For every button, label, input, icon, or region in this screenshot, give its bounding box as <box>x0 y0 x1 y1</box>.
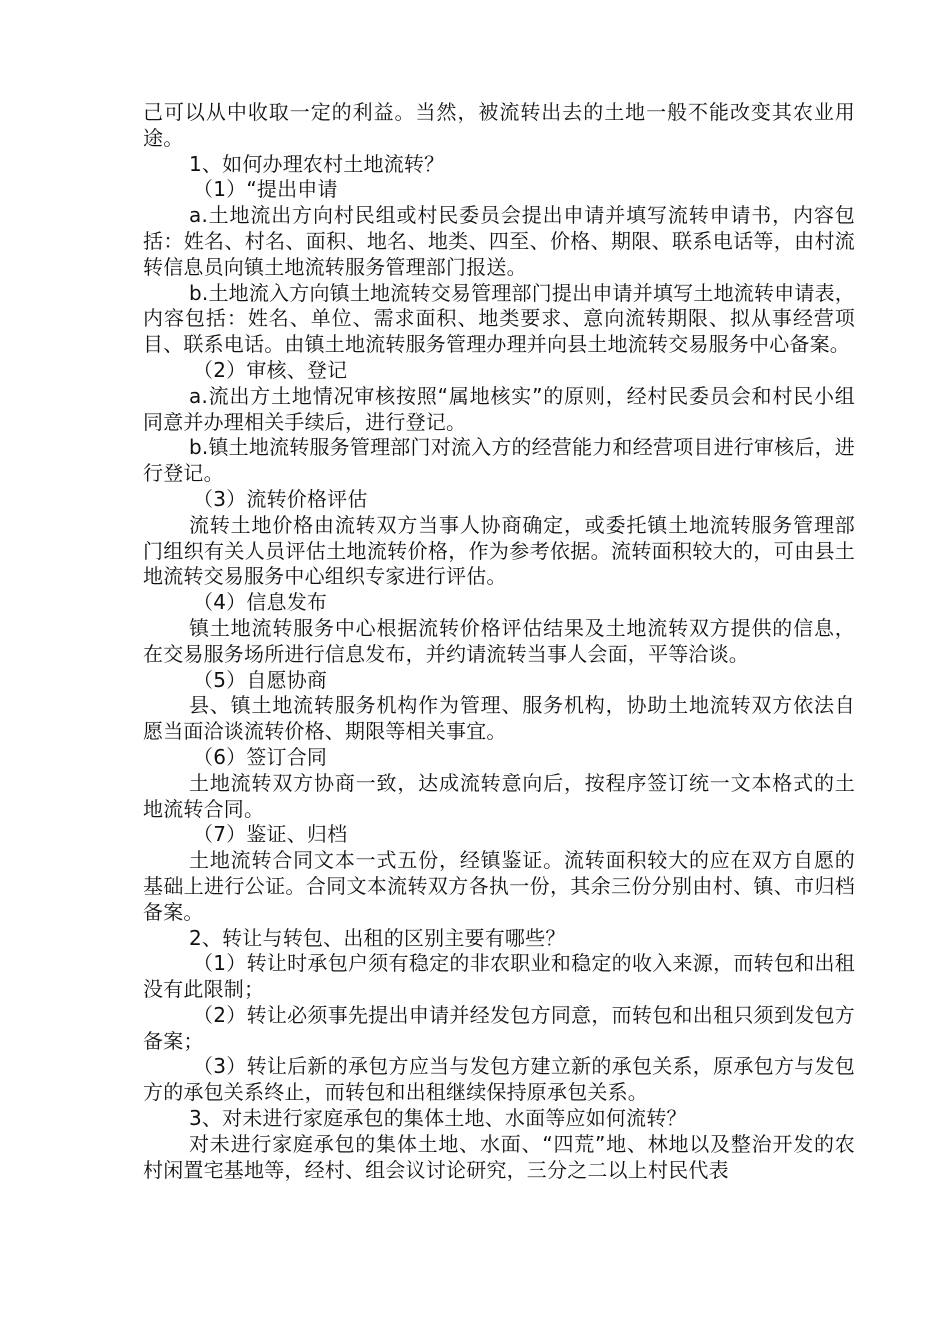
paragraph: a.土地流出方向村民组或村民委员会提出申请并填写流转申请书，内容包括：姓名、村名、面积、地名、地类、四至、价格、期限、联系电话等，由村流转信息员向镇土地流转服务管理部门报送。 <box>143 203 855 279</box>
list-item: （1）转让时承包户须有稳定的非农职业和稳定的收入来源，而转包和出租没有此限制； <box>143 951 855 1002</box>
step-heading: （1）“提出申请 <box>193 177 338 202</box>
step-heading: （4）信息发布 <box>193 590 328 615</box>
step-heading: （7）鉴证、归档 <box>193 822 348 847</box>
document-body <box>143 100 855 1183</box>
paragraph: 对未进行家庭承包的集体土地、水面、“四荒”地、林地以及整治开发的农村闲置宅基地等，经村、组会议讨论研究，三分之二以上村民代表 <box>143 1131 855 1182</box>
question-heading: 2、转让与转包、出租的区别主要有哪些？ <box>189 925 566 950</box>
paragraph: 土地流转双方协商一致，达成流转意向后，按程序签订统一文本格式的土地流转合同。 <box>143 770 855 821</box>
paragraph: b.镇土地流转服务管理部门对流入方的经营能力和经营项目进行审核后，进行登记。 <box>143 435 855 486</box>
question-heading: 3、对未进行家庭承包的集体土地、水面等应如何流转？ <box>189 1106 687 1131</box>
step-heading: （6）签订合同 <box>193 744 328 769</box>
paragraph: a.流出方土地情况审核按照“属地核实”的原则，经村民委员会和村民小组同意并办理相关手续后，进行登记。 <box>143 383 855 434</box>
paragraph: 流转土地价格由流转双方当事人协商确定，或委托镇土地流转服务管理部门组织有关人员评估土地流转价格，作为参考依据。流转面积较大的，可由县土地流转交易服务中心组织专家进行评估。 <box>143 512 855 589</box>
question-heading: 1、如何办理农村土地流转？ <box>189 151 445 176</box>
paragraph: 土地流转合同文本一式五份，经镇鉴证。流转面积较大的应在双方自愿的基础上进行公证。合同文本流转双方各执一份，其余三份分别由村、镇、市归档备案。 <box>143 848 855 924</box>
step-heading: （5）自愿协商 <box>193 667 328 692</box>
paragraph: 己可以从中收取一定的利益。当然，被流转出去的土地一般不能改变其农业用途。 <box>143 100 855 150</box>
step-heading: （3）流转价格评估 <box>193 486 368 511</box>
paragraph: 县、镇土地流转服务机构作为管理、服务机构，协助土地流转双方依法自愿当面洽谈流转价格、期限等相关事宜。 <box>143 693 855 744</box>
list-item: （2）转让必须事先提出申请并经发包方同意，而转包和出租只须到发包方备案； <box>143 1002 855 1053</box>
paragraph: 镇土地流转服务中心根据流转价格评估结果及土地流转双方提供的信息，在交易服务场所进行信息发布，并约请流转当事人会面，平等洽谈。 <box>143 615 855 666</box>
paragraph: b.土地流入方向镇土地流转交易管理部门提出申请并填写土地流转申请表，内容包括：姓名、单位、需求面积、地类要求、意向流转期限、拟从事经营项目、联系电话。由镇土地流转服务管理办理并向县土地流转交易服务中心备案。 <box>143 280 855 357</box>
step-heading: （2）审核、登记 <box>193 357 348 382</box>
list-item: （3）转让后新的承包方应当与发包方建立新的承包关系，原承包方与发包方的承包关系终止，而转包和出租继续保持原承包关系。 <box>143 1054 855 1105</box>
